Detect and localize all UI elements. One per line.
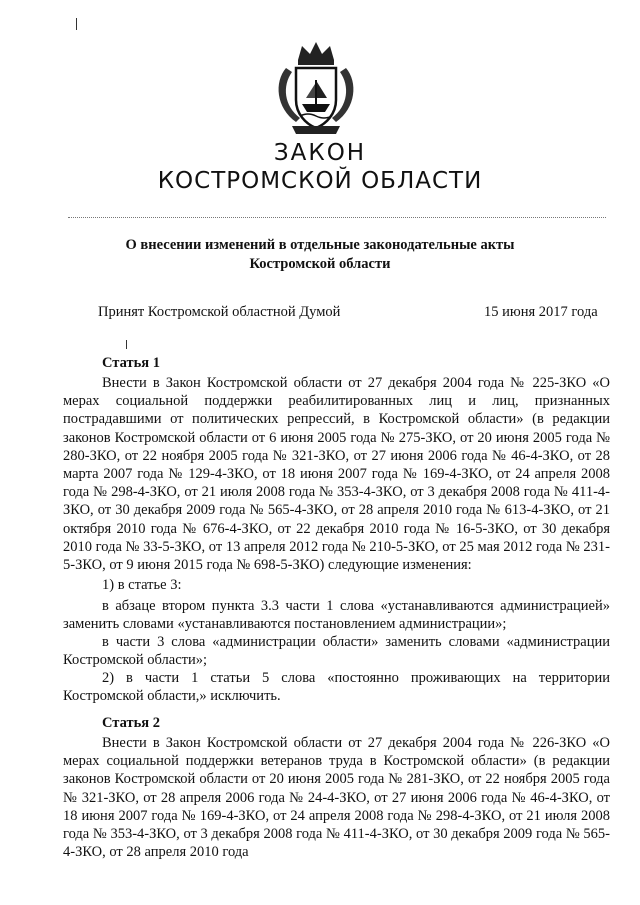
- article-2-heading: Статья 2: [102, 715, 160, 731]
- article-1-heading: Статья 1: [102, 355, 160, 371]
- law-subject: [110, 236, 530, 274]
- article-2-intro: Внести в Закон Костромской области от 27 декабря 2004 года № 226-ЗКО «О мерах социальной поддержки ветеранов труда в Костромской области» (в редакции законов Костромской области от 20 июня 2005 года № 281-ЗКО, от 22 ноября 2005 года № 321-ЗКО, от 28 апреля 2006 года № 24-4-ЗКО, от 27 июня 2006 года № 46-4-ЗКО, от 18 июня 2007 года № 169-4-ЗКО, от 24 апреля 2008 года № 298-4-ЗКО, от 21 июля 2008 года № 353-4-ЗКО, от 3 декабря 2008 года № 411-4-ЗКО, от 30 декабря 2009 года № 565-4-ЗКО, от 28 апреля 2010 года: [63, 735, 610, 861]
- coat-of-arms-icon: [268, 38, 364, 138]
- adoption-date: 15 июня 2017 года: [484, 304, 598, 320]
- subject-line-1: О внесении изменений в отдельные законодательные акты: [125, 237, 515, 253]
- scan-mark: [126, 340, 127, 349]
- article-1-item-2: 2) в части 1 статьи 5 слова «постоянно проживающих на территории Костромской области,» исключить.: [63, 670, 610, 705]
- subject-line-2: Костромской области: [249, 256, 391, 272]
- law-title: ЗАКОН: [273, 140, 367, 166]
- scan-mark: [76, 18, 77, 30]
- article-1-item-1: 1) в статье 3:: [102, 577, 182, 593]
- region-title: КОСТРОМСКОЙ ОБЛАСТИ: [157, 168, 483, 194]
- divider: [68, 217, 606, 218]
- article-1-item-1b: в части 3 слова «администрации области» заменить словами «администрации Костромской области»;: [63, 634, 610, 669]
- article-1-intro: Внести в Закон Костромской области от 27 декабря 2004 года № 225-ЗКО «О мерах социальной поддержки реабилитированных лиц и лиц, признанных пострадавшими от политических репрессий, в Костромской области» (в редакции законов Костромской области от 6 июня 2005 года № 275-ЗКО, от 20 июня 2005 года № 280-ЗКО, от 22 ноября 2005 года № 321-ЗКО, от 27 июня 2006 года № 46-4-ЗКО, от 28 марта 2007 года № 129-4-ЗКО, от 18 июня 2007 года № 169-4-ЗКО, от 24 апреля 2008 года № 298-4-ЗКО, от 21 июля 2008 года № 353-4-ЗКО, от 3 декабря 2008 года № 411-4-ЗКО, от 30 декабря 2009 года № 565-4-ЗКО, от 28 апреля 2010 года № 613-4-ЗКО, от 21 октября 2010 года № 676-4-ЗКО, от 22 декабря 2010 года № 16-5-ЗКО, от 30 декабря 2010 года № 33-5-ЗКО, от 13 апреля 2012 года № 210-5-ЗКО, от 25 мая 2012 года № 231-5-ЗКО, от 9 июня 2015 года № 698-5-ЗКО) следующие изменения:: [63, 375, 610, 574]
- adopted-by: Принят Костромской областной Думой: [98, 304, 341, 320]
- article-1-item-1a: в абзаце втором пункта 3.3 части 1 слова «устанавливаются администрацией» заменить словами «устанавливаются постановлением администрации»;: [63, 598, 610, 633]
